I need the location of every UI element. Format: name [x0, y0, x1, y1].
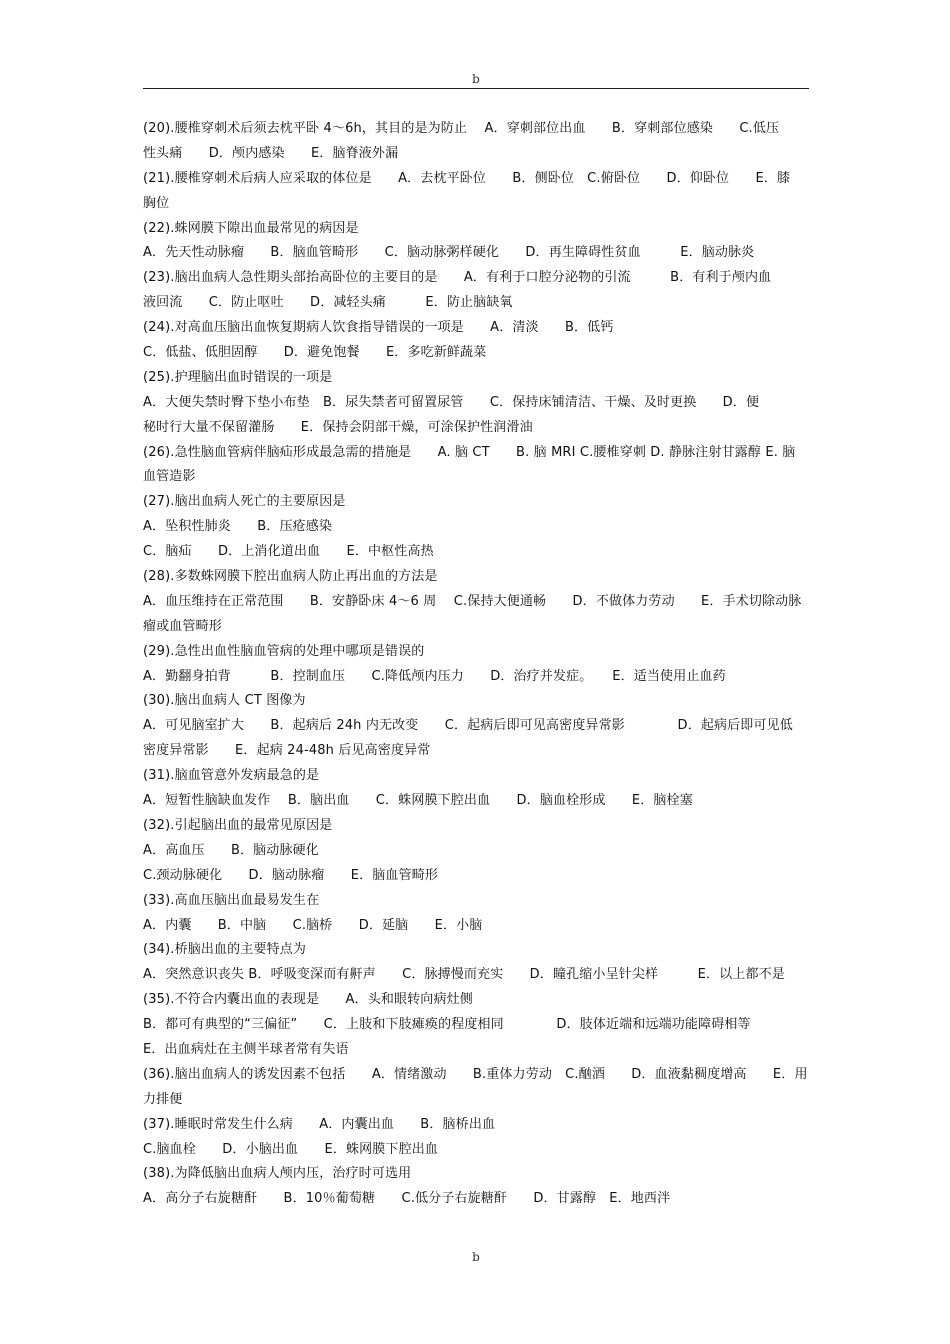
text-line: A．大便失禁时臀下垫小布垫 B．尿失禁者可留置尿管 C．保持床铺清洁、干燥、及时更换 D．便 — [143, 394, 760, 410]
text-line: C．脑疝 D．上消化道出血 E．中枢性高热 — [143, 544, 434, 560]
text-line: 密度异常影 E．起病 24-48h 后见高密度异常 — [143, 743, 431, 759]
page-footer: b — [472, 1250, 480, 1264]
text-line: 力排便 — [143, 1091, 183, 1107]
text-line: (34).桥脑出血的主要特点为 — [143, 942, 307, 958]
text-line: (20).腰椎穿刺术后须去枕平卧 4～6h，其目的是为防止 A．穿刺部位出血 B．穿刺部位感染 C.低压 — [143, 121, 780, 136]
text-line: (26).急性脑血管病伴脑疝形成最急需的措施是 A. 脑 CT B. 脑 MRI C.腰椎穿刺 D. 静脉注射甘露醇 E. 脑 — [143, 444, 796, 460]
text-line: 液回流 C．防止呕吐 D．减轻头痛 E．防止脑缺氧 — [143, 295, 513, 311]
text-line: (27).脑出血病人死亡的主要原因是 — [143, 494, 346, 510]
text-line: E．出血病灶在主侧半球者常有失语 — [143, 1041, 349, 1057]
question-list — [143, 117, 809, 1212]
text-line: B．都可有典型的“三偏征” C．上肢和下肢瘫痪的程度相同 D．肢体近端和远端功能障碍相等 — [143, 1017, 751, 1033]
text-line: (21).腰椎穿刺术后病人应采取的体位是 A．去枕平卧位 B．侧卧位 C.俯卧位 D．仰卧位 E．膝 — [143, 170, 791, 186]
text-line: A．可见脑室扩大 B．起病后 24h 内无改变 C．起病后即可见高密度异常影 D．起病后即可见低 — [143, 718, 793, 734]
text-line: (35).不符合内囊出血的表现是 A．头和眼转向病灶侧 — [143, 992, 473, 1008]
text-line: A．高血压 B．脑动脉硬化 — [143, 842, 319, 858]
text-line: 秘时行大量不保留灌肠 E．保持会阴部干燥，可涂保护性润滑油 — [143, 419, 533, 435]
text-line: A．高分子右旋糖酐 B．10％葡萄糖 C.低分子右旋糖酐 D．甘露醇 E．地西泮 — [143, 1191, 671, 1207]
text-line: (30).脑出血病人 CT 图像为 — [143, 693, 306, 709]
text-line: (29).急性出血性脑血管病的处理中哪项是错误的 — [143, 643, 425, 659]
page-header: b — [472, 72, 480, 86]
text-line: C.脑血栓 D．小脑出血 E．蛛网膜下腔出血 — [143, 1141, 439, 1157]
header-rule — [143, 88, 809, 89]
text-line: (33).高血压脑出血最易发生在 — [143, 892, 320, 908]
text-line: 胸位 — [143, 195, 170, 211]
text-line: A．血压维持在正常范围 B．安静卧床 4～6 周 C.保持大便通畅 D．不做体力劳动 E．手术切除动脉 — [143, 593, 802, 609]
text-line: (31).脑血管意外发病最急的是 — [143, 768, 320, 784]
text-line: (36).脑出血病人的诱发因素不包括 A．情绪激动 B.重体力劳动 C.酗酒 D．血液黏稠度增高 E．用 — [143, 1066, 808, 1082]
text-line: (24).对高血压脑出血恢复期病人饮食指导错误的一项是 A．清淡 B．低钙 — [143, 320, 614, 336]
text-line: (22).蛛网膜下隙出血最常见的病因是 — [143, 220, 359, 236]
text-line: (25).护理脑出血时错误的一项是 — [143, 369, 333, 385]
text-line: 瘤或血管畸形 — [143, 618, 222, 634]
text-line: 血管造影 — [143, 469, 196, 485]
text-line: (38).为降低脑出血病人颅内压，治疗时可选用 — [143, 1166, 412, 1182]
text-line: A．先天性动脉瘤 B．脑血管畸形 C．脑动脉粥样硬化 D．再生障碍性贫血 E．脑动脉炎 — [143, 245, 755, 261]
text-line: A．短暂性脑缺血发作 B．脑出血 C．蛛网膜下腔出血 D．脑血栓形成 E．脑栓塞 — [143, 793, 693, 809]
text-line: A．内囊 B．中脑 C.脑桥 D．延脑 E．小脑 — [143, 917, 483, 933]
text-line: A．坠积性肺炎 B．压疮感染 — [143, 519, 333, 535]
text-line: C.颈动脉硬化 D．脑动脉瘤 E．脑血管畸形 — [143, 867, 439, 883]
text-line: A．勤翻身拍背 B．控制血压 C.降低颅内压力 D．治疗并发症。 E．适当使用止血药 — [143, 668, 726, 684]
text-line: (37).睡眠时常发生什么病 A．内囊出血 B．脑桥出血 — [143, 1116, 496, 1132]
text-line: 性头痛 D．颅内感染 E．脑脊液外漏 — [143, 145, 399, 161]
text-line: (32).引起脑出血的最常见原因是 — [143, 817, 333, 833]
text-line: C．低盐、低胆固醇 D．避免饱餐 E．多吃新鲜蔬菜 — [143, 345, 487, 361]
text-line: (23).脑出血病人急性期头部抬高卧位的主要目的是 A．有利于口腔分泌物的引流 B．有利于颅内血 — [143, 270, 772, 286]
text-line: A．突然意识丧失 B．呼吸变深而有鼾声 C．脉搏慢而充实 D．瞳孔缩小呈针尖样 E．以上都不是 — [143, 967, 785, 983]
text-line: (28).多数蛛网膜下腔出血病人防止再出血的方法是 — [143, 569, 438, 585]
